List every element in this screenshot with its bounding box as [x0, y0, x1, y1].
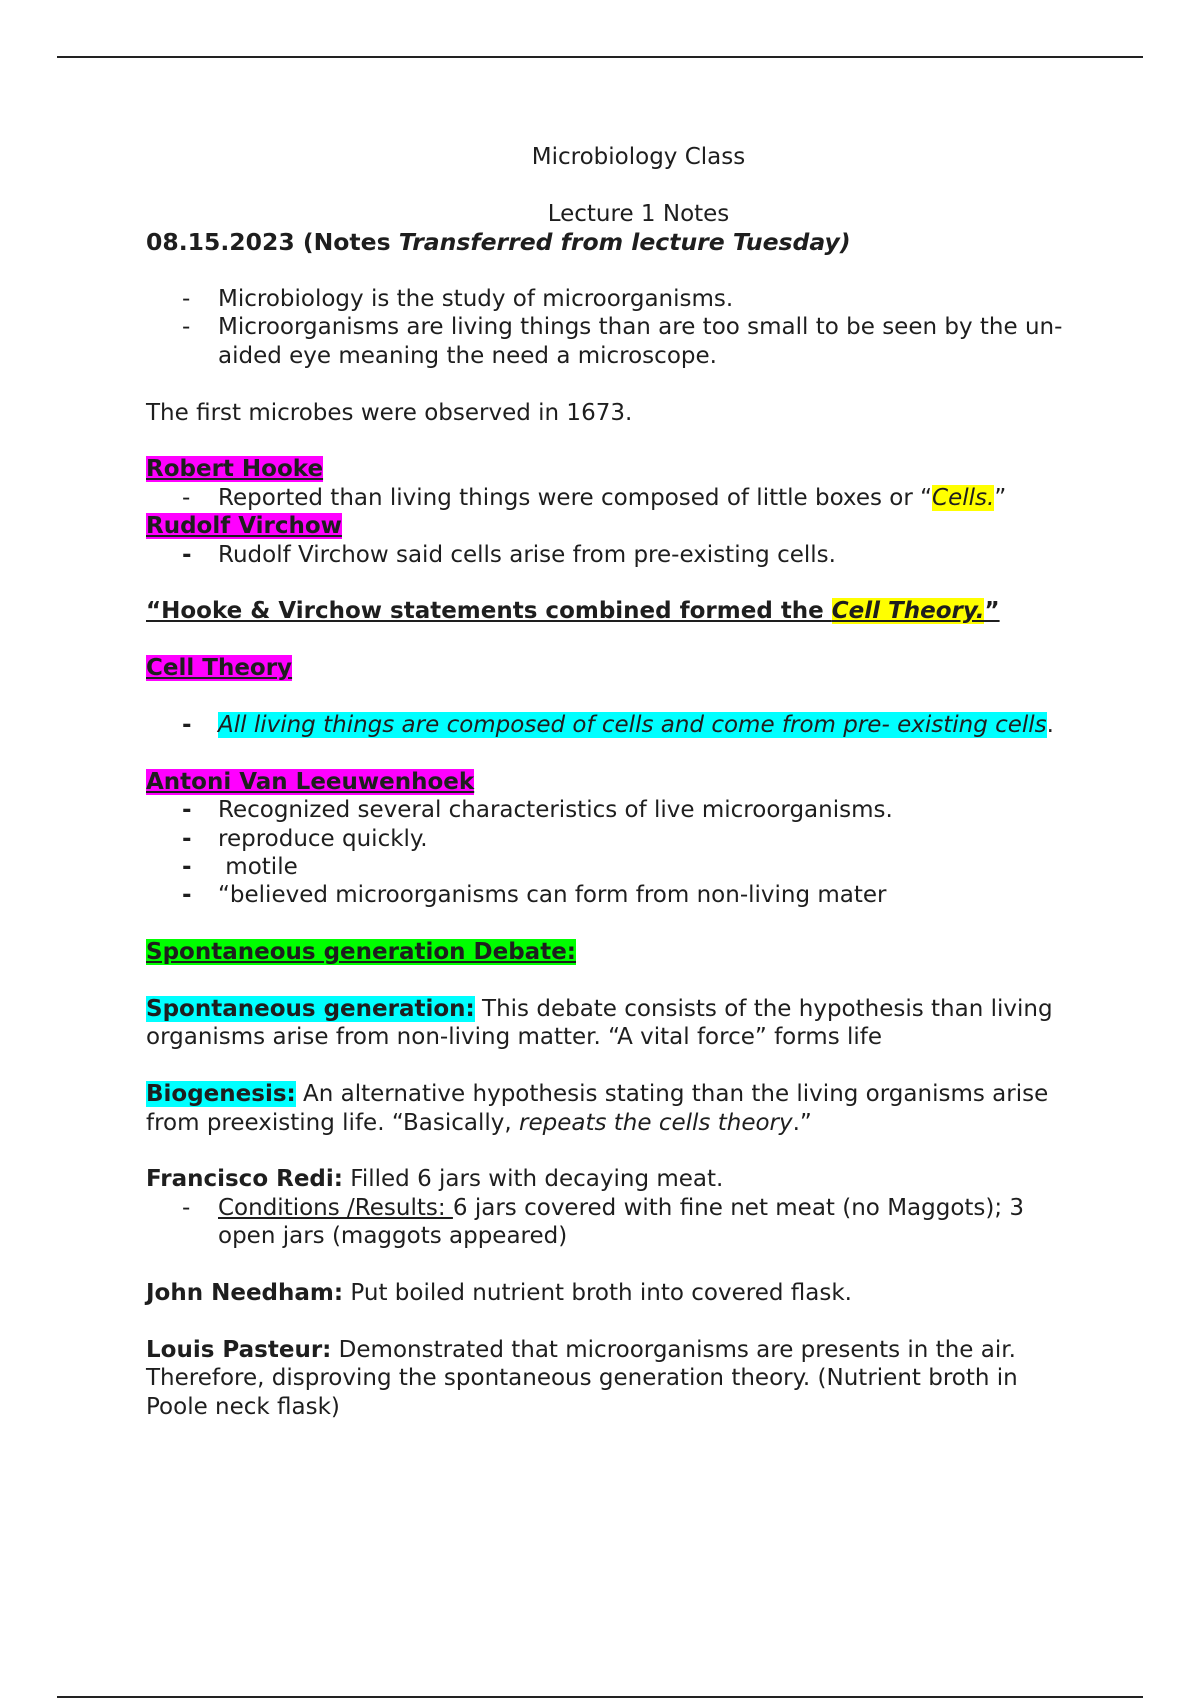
pasteur-paragraph — [146, 1336, 1086, 1421]
leeuwenhoek-bullet-list — [146, 796, 1086, 910]
dash-icon: - — [182, 1194, 191, 1221]
spacer — [146, 683, 1086, 711]
spacer — [146, 427, 1086, 455]
dash-icon: - — [182, 882, 192, 909]
hooke-bullet-pre: Reported than living things were composed of little boxes or “ — [218, 484, 933, 511]
spacer — [146, 1137, 1086, 1165]
hooke-heading — [146, 455, 1086, 483]
biogenesis-term: Biogenesis: — [146, 1081, 296, 1108]
hooke-cells-term: Cells. — [932, 484, 995, 511]
list-item — [146, 711, 1086, 739]
biogenesis-paragraph — [146, 1080, 1086, 1137]
pasteur-text: Demonstrated that microorganisms are presents in the air. Therefore, disproving the spontaneous generation theory. (Nutrient broth in Poole neck flask) — [146, 1336, 1018, 1420]
date-note-italic: Transferred from lecture Tuesday) — [398, 228, 851, 257]
combined-pre: “Hooke & Virchow statements combined formed the — [146, 598, 832, 625]
list-item — [146, 541, 1086, 569]
needham-paragraph — [146, 1279, 1086, 1307]
hooke-bullet-post: ” — [994, 484, 1007, 511]
intro-bullet-list — [146, 285, 1086, 370]
spacer — [146, 257, 1086, 285]
date-text: 08.15.2023 — [146, 228, 295, 257]
leeuwenhoek-name: Antoni Van Leeuwenhoek — [146, 768, 475, 795]
dash-icon: - — [182, 314, 191, 341]
spacer — [146, 626, 1086, 654]
spontaneous-generation-text: This debate consists of the hypothesis than living organisms arise from non-living matter. “A vital force” forms life — [146, 996, 1053, 1051]
virchow-bullet: Rudolf Virchow said cells arise from pre-existing cells. — [218, 541, 836, 568]
date-line — [146, 228, 1086, 256]
spacer — [146, 739, 1086, 767]
dash-icon: - — [182, 854, 192, 881]
bullet-text: motile — [218, 854, 298, 881]
date-note-plain: (Notes — [302, 228, 399, 257]
list-item — [146, 881, 1086, 909]
dash-icon: - — [182, 484, 191, 511]
page-top-rule — [57, 56, 1143, 58]
pasteur-name: Louis Pasteur: — [146, 1336, 332, 1363]
spacer — [146, 910, 1086, 938]
dash-icon: - — [182, 712, 192, 739]
bullet-text: Microorganisms are living things than are too small to be seen by the un-aided eye meaning the need a microscope. — [218, 314, 1063, 369]
spacer — [146, 967, 1086, 995]
first-microbes-text: The first microbes were observed in 1673. — [146, 399, 633, 426]
bullet-text: Recognized several characteristics of live microorganisms. — [218, 797, 893, 824]
biogenesis-text: An alternative hypothesis stating than the living organisms arise from preexisting life. “Basically, — [146, 1081, 1049, 1136]
redi-bullet-list — [146, 1194, 1086, 1251]
debate-heading — [146, 938, 1086, 966]
dash-icon: - — [182, 286, 191, 312]
spacer — [146, 569, 1086, 597]
dash-icon: - — [182, 541, 192, 568]
list-item — [146, 853, 1086, 881]
redi-name: Francisco Redi: — [146, 1166, 343, 1193]
combined-statement — [146, 597, 1086, 625]
virchow-bullet-list — [146, 541, 1086, 569]
hooke-bullet-list — [146, 484, 1086, 512]
spacer — [146, 1307, 1086, 1335]
list-item — [146, 313, 1086, 370]
combined-post: ” — [984, 598, 1000, 625]
bullet-text: Microbiology is the study of microorganisms. — [218, 286, 734, 312]
spontaneous-generation-term: Spontaneous generation: — [146, 996, 475, 1023]
cell-theory-term: Cell Theory. — [831, 598, 985, 625]
spacer — [146, 370, 1086, 398]
list-item — [146, 825, 1086, 853]
dash-icon: - — [182, 797, 192, 824]
list-item — [146, 285, 1086, 313]
cell-theory-statement: All living things are composed of cells and come from pre- existing cells — [218, 712, 1047, 739]
spacer — [146, 1251, 1086, 1279]
spacer — [146, 1052, 1086, 1080]
page-bottom-rule — [57, 1696, 1143, 1698]
cell-theory-heading — [146, 654, 1086, 682]
document-title: Microbiology Class — [531, 144, 746, 170]
list-item — [146, 796, 1086, 824]
bullet-text: reproduce quickly. — [218, 825, 428, 852]
cell-theory-bullet-list — [146, 711, 1086, 739]
leeuwenhoek-heading — [146, 768, 1086, 796]
spacer — [146, 171, 1086, 199]
dash-icon: - — [182, 825, 192, 852]
cell-theory-end: . — [1046, 712, 1054, 739]
biogenesis-end: .” — [792, 1109, 812, 1136]
redi-conditions-text: 6 jars covered with fine net meat (no Maggots); 3 open jars (maggots appeared) — [218, 1194, 1025, 1250]
redi-conditions-label: Conditions /Results: — [218, 1194, 453, 1221]
document-body — [146, 143, 1086, 1421]
redi-text: Filled 6 jars with decaying meat. — [342, 1166, 724, 1193]
bullet-text: “believed microorganisms can form from non-living mater — [218, 882, 887, 909]
debate-title: Spontaneous generation Debate: — [146, 939, 576, 966]
list-item — [146, 484, 1086, 512]
redi-paragraph — [146, 1165, 1086, 1193]
virchow-name: Rudolf Virchow — [146, 513, 342, 540]
cell-theory-title: Cell Theory — [146, 655, 293, 682]
needham-name: John Needham: — [146, 1280, 344, 1307]
document-subtitle: Lecture 1 Notes — [547, 200, 730, 227]
hooke-name: Robert Hooke — [146, 456, 324, 483]
spontaneous-generation-paragraph — [146, 995, 1086, 1052]
list-item — [146, 1194, 1086, 1251]
biogenesis-italic: repeats the cells theory — [519, 1109, 793, 1136]
virchow-heading — [146, 512, 1086, 540]
needham-text: Put boiled nutrient broth into covered flask. — [343, 1280, 852, 1307]
